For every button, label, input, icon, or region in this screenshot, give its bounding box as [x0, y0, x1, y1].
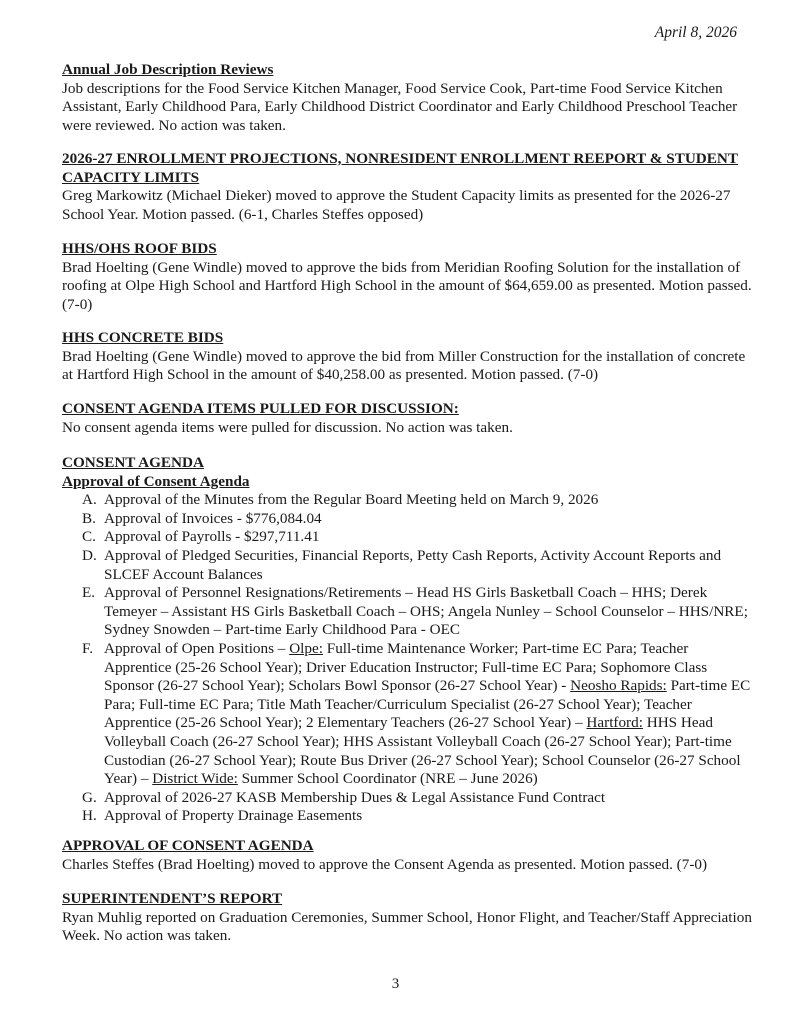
location-label-district-wide: District Wide: [152, 770, 238, 788]
item-text: Approval of 2026-27 KASB Membership Dues & Legal Assistance Fund Contract [104, 788, 606, 806]
section-heading: SUPERINTENDENT’S REPORT [62, 890, 283, 907]
consent-items-list [62, 491, 752, 826]
item-text-olpe: Full-time Maintenance Worker; Part-time EC Para; Teacher Apprentice (25-26 School Year); Driver Education Instructor; Full-time EC Para; Sophomore Class Sponsor (26-27 School Year); Scholars Bowl Sponsor (26-27 School Year) - [104, 639, 708, 695]
section-roof-bids [62, 240, 752, 314]
list-item [62, 510, 752, 529]
section-heading: HHS/OHS ROOF BIDS [62, 240, 217, 257]
section-concrete-bids [62, 329, 752, 385]
location-label-olpe: Olpe: [289, 639, 323, 657]
item-text: Approval of Invoices - $776,084.04 [104, 509, 322, 527]
item-letter: E. [82, 584, 96, 602]
item-text-intro: Approval of Open Positions – [104, 639, 290, 657]
section-superintendent-report [62, 890, 752, 946]
item-text: Approval of Personnel Resignations/Retirements – Head HS Girls Basketball Coach – HHS; Derek Temeyer – Assistant HS Girls Basketball Coach – OHS; Angela Nunley – School Counselor – HHS/NRE; Sydney Snowden – Part-time Early Childhood Para - OEC [104, 584, 748, 639]
location-label-hartford: Hartford: [586, 714, 643, 732]
section-approval-consent [62, 837, 752, 874]
item-text: Approval of Property Drainage Easements [104, 807, 363, 825]
section-job-reviews [62, 61, 752, 135]
document-date: April 8, 2026 [654, 24, 737, 41]
item-letter: F. [82, 639, 94, 657]
list-item [62, 491, 752, 510]
list-item [62, 640, 752, 789]
section-text: Greg Markowitz (Michael Dieker) moved to approve the Student Capacity limits as presented for the 2026-27 School Year. Motion passed. (6-1, Charles Steffes opposed) [62, 187, 731, 223]
section-heading: CONSENT AGENDA [62, 454, 204, 471]
item-letter: G. [82, 788, 97, 806]
section-heading: HHS CONCRETE BIDS [62, 329, 224, 346]
list-item [62, 807, 752, 826]
item-text: Approval of the Minutes from the Regular Board Meeting held on March 9, 2026 [104, 491, 599, 509]
item-letter: D. [82, 546, 97, 564]
section-text: Brad Hoelting (Gene Windle) moved to approve the bids from Meridian Roofing Solution for the installation of roofing at Olpe High School and Hartford High School in the amount of $64,659.00 as presented. Motion passed. (7-0) [62, 258, 752, 313]
section-text: No consent agenda items were pulled for discussion. No action was taken. [62, 418, 513, 436]
section-text: Ryan Muhlig reported on Graduation Ceremonies, Summer School, Honor Flight, and Teacher/Staff Appreciation Week. No action was taken. [62, 908, 752, 945]
item-letter: C. [82, 528, 96, 546]
item-text: Approval of Payrolls - $297,711.41 [104, 528, 320, 546]
section-enrollment [62, 150, 752, 224]
section-subheading: Approval of Consent Agenda [62, 472, 250, 490]
item-letter: A. [82, 491, 97, 509]
page-number: 3 [391, 976, 400, 992]
section-text: Charles Steffes (Brad Hoelting) moved to approve the Consent Agenda as presented. Motion passed. (7-0) [62, 855, 708, 873]
section-text: Job descriptions for the Food Service Kitchen Manager, Food Service Cook, Part-time Food Service Kitchen Assistant, Early Childhood Para, Early Childhood District Coordinator and Early Childhood Preschool Teacher were reviewed. No action was taken. [62, 79, 738, 134]
section-heading: Annual Job Description Reviews [62, 61, 274, 78]
item-letter: B. [82, 509, 96, 527]
list-item [62, 789, 752, 808]
section-heading: CONSENT AGENDA ITEMS PULLED FOR DISCUSSION: [62, 400, 459, 417]
list-item [62, 547, 752, 584]
section-heading: 2026-27 ENROLLMENT PROJECTIONS, NONRESIDENT ENROLLMENT REEPORT & STUDENT CAPACITY LIMITS [62, 150, 738, 186]
item-letter: H. [82, 807, 97, 825]
item-text-neosho: Part-time EC Para; Full-time EC Para; Title Math Teacher/Curriculum Specialist (26-27 School Year); Teacher Apprentice (25-26 School Year); 2 Elementary Teachers (26-27 School Year) – [104, 677, 751, 732]
list-item [62, 528, 752, 547]
location-label-neosho-rapids: Neosho Rapids: [570, 677, 667, 695]
item-text-hartford: HHS Head Volleyball Coach (26-27 School Year); HHS Assistant Volleyball Coach (26-27 School Year); Part-time Custodian (26-27 School Year); Route Bus Driver (26-27 School Year); School Counselor (26-27 School Year) – [104, 714, 741, 788]
section-consent-agenda [62, 454, 752, 826]
section-heading: APPROVAL OF CONSENT AGENDA [62, 837, 314, 854]
section-text: Brad Hoelting (Gene Windle) moved to approve the bid from Miller Construction for the installation of concrete at Hartford High School in the amount of $40,258.00 as presented. Motion passed. (7-0) [62, 347, 746, 384]
item-text-district: Summer School Coordinator (NRE – June 2026) [237, 770, 538, 788]
list-item [62, 584, 752, 640]
section-items-pulled [62, 400, 752, 437]
item-text: Approval of Pledged Securities, Financial Reports, Petty Cash Reports, Activity Account Reports and SLCEF Account Balances [104, 546, 722, 583]
